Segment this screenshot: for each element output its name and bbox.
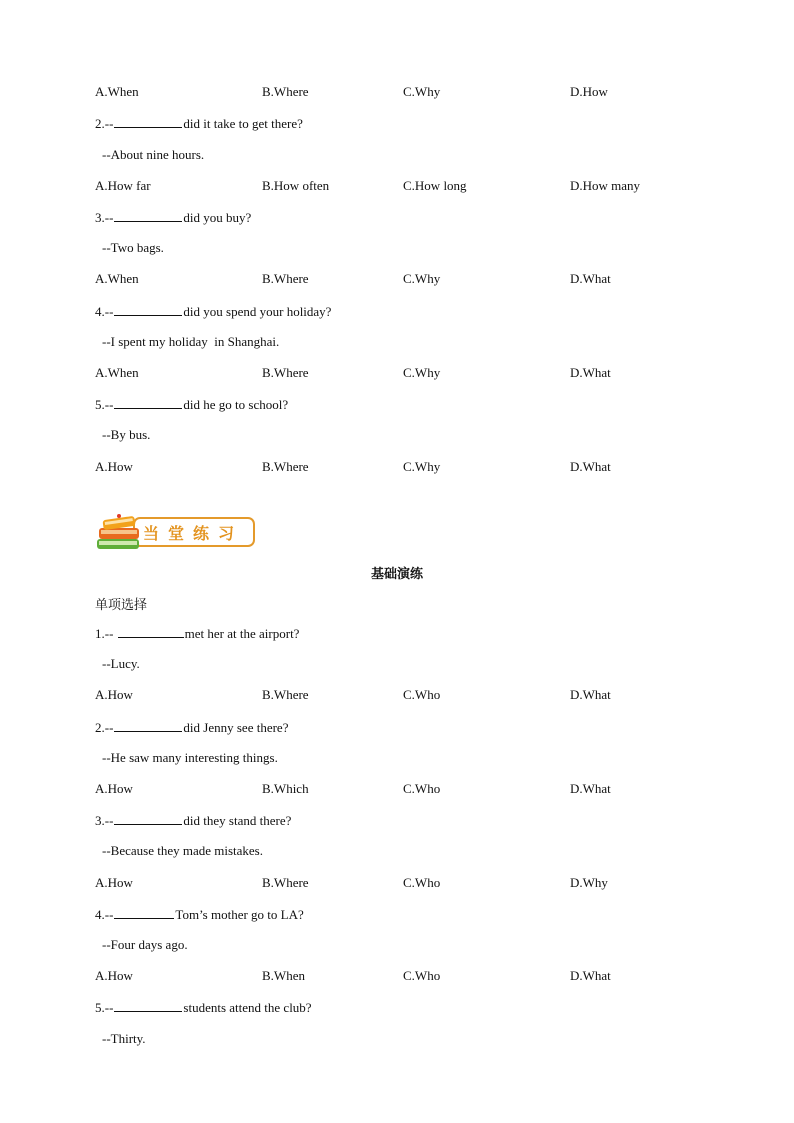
question-text <box>95 999 312 1016</box>
answer-blank <box>114 209 182 222</box>
option-b: B.How often <box>262 178 330 193</box>
question-text <box>95 115 303 132</box>
answer-text: --Thirty. <box>102 1031 146 1046</box>
option-b: B.Where <box>262 84 309 99</box>
option-a: A.How <box>95 781 133 796</box>
option-d: D.What <box>570 365 611 380</box>
option-c: C.Why <box>403 459 441 474</box>
question-body: did Jenny see there? <box>183 720 289 735</box>
option-a: A.When <box>95 271 139 286</box>
option-c: C.Who <box>403 687 441 702</box>
question-body: did it take to get there? <box>183 116 303 131</box>
answer-blank <box>114 396 182 409</box>
banner-label: 当堂练习 <box>143 524 244 543</box>
question-number: 4.-- <box>95 304 114 319</box>
option-a: A.When <box>95 84 139 99</box>
option-a: A.How <box>95 875 133 890</box>
option-b: B.Where <box>262 687 309 702</box>
answer-text: --I spent my holiday in Shanghai. <box>102 334 280 349</box>
answer-text: --He saw many interesting things. <box>102 750 278 765</box>
practice-banner <box>95 513 260 553</box>
option-c: C.Why <box>403 365 441 380</box>
option-b: B.Which <box>262 781 309 796</box>
option-d: D.What <box>570 459 611 474</box>
books-icon <box>95 513 145 553</box>
option-c: C.Who <box>403 968 441 983</box>
option-d: D.Why <box>570 875 608 890</box>
answer-text: --About nine hours. <box>102 147 205 162</box>
question-body: did they stand there? <box>183 813 292 828</box>
question-number: 2.-- <box>95 720 114 735</box>
option-b: B.Where <box>262 459 309 474</box>
question-number: 5.-- <box>95 1000 114 1015</box>
option-a: A.How <box>95 459 133 474</box>
option-d: D.What <box>570 781 611 796</box>
question-body: Tom’s mother go to LA? <box>175 907 304 922</box>
option-a: A.When <box>95 365 139 380</box>
option-a: A.How far <box>95 178 151 193</box>
question-body: did you spend your holiday? <box>183 304 332 319</box>
question-text <box>95 719 288 736</box>
answer-text: --By bus. <box>102 427 151 442</box>
question-text <box>95 209 251 226</box>
option-c: C.Why <box>403 271 441 286</box>
question-text <box>95 396 288 413</box>
question-number: 1.-- <box>95 626 117 641</box>
question-body: did you buy? <box>183 210 252 225</box>
option-d: D.What <box>570 968 611 983</box>
option-a: A.How <box>95 687 133 702</box>
section-title: 基础演练 <box>370 566 423 581</box>
option-a: A.How <box>95 968 133 983</box>
answer-blank <box>114 719 182 732</box>
option-c: C.How long <box>403 178 467 193</box>
option-b: B.Where <box>262 271 309 286</box>
answer-text: --Two bags. <box>102 240 164 255</box>
question-body: students attend the club? <box>183 1000 312 1015</box>
answer-text: --Because they made mistakes. <box>102 843 263 858</box>
section-label: 单项选择 <box>95 597 148 612</box>
question-number: 4.-- <box>95 907 114 922</box>
answer-blank <box>114 906 174 919</box>
option-d: D.How <box>570 84 608 99</box>
answer-text: --Four days ago. <box>102 937 188 952</box>
question-text <box>95 906 304 923</box>
answer-blank <box>114 999 182 1012</box>
question-body: did he go to school? <box>183 397 289 412</box>
question-number: 3.-- <box>95 210 114 225</box>
option-d: D.What <box>570 687 611 702</box>
answer-blank <box>114 115 182 128</box>
question-text <box>95 812 291 829</box>
option-b: B.Where <box>262 365 309 380</box>
option-c: C.Who <box>403 875 441 890</box>
answer-blank <box>114 303 182 316</box>
question-number: 3.-- <box>95 813 114 828</box>
question-text <box>95 625 299 642</box>
question-number: 5.-- <box>95 397 114 412</box>
answer-text: --Lucy. <box>102 656 140 671</box>
question-text <box>95 303 331 320</box>
option-b: B.When <box>262 968 305 983</box>
option-d: D.What <box>570 271 611 286</box>
option-c: C.Who <box>403 781 441 796</box>
option-b: B.Where <box>262 875 309 890</box>
question-number: 2.-- <box>95 116 114 131</box>
question-body: met her at the airport? <box>184 626 300 641</box>
option-d: D.How many <box>570 178 641 193</box>
answer-blank <box>118 625 184 638</box>
option-c: C.Why <box>403 84 441 99</box>
answer-blank <box>114 812 182 825</box>
